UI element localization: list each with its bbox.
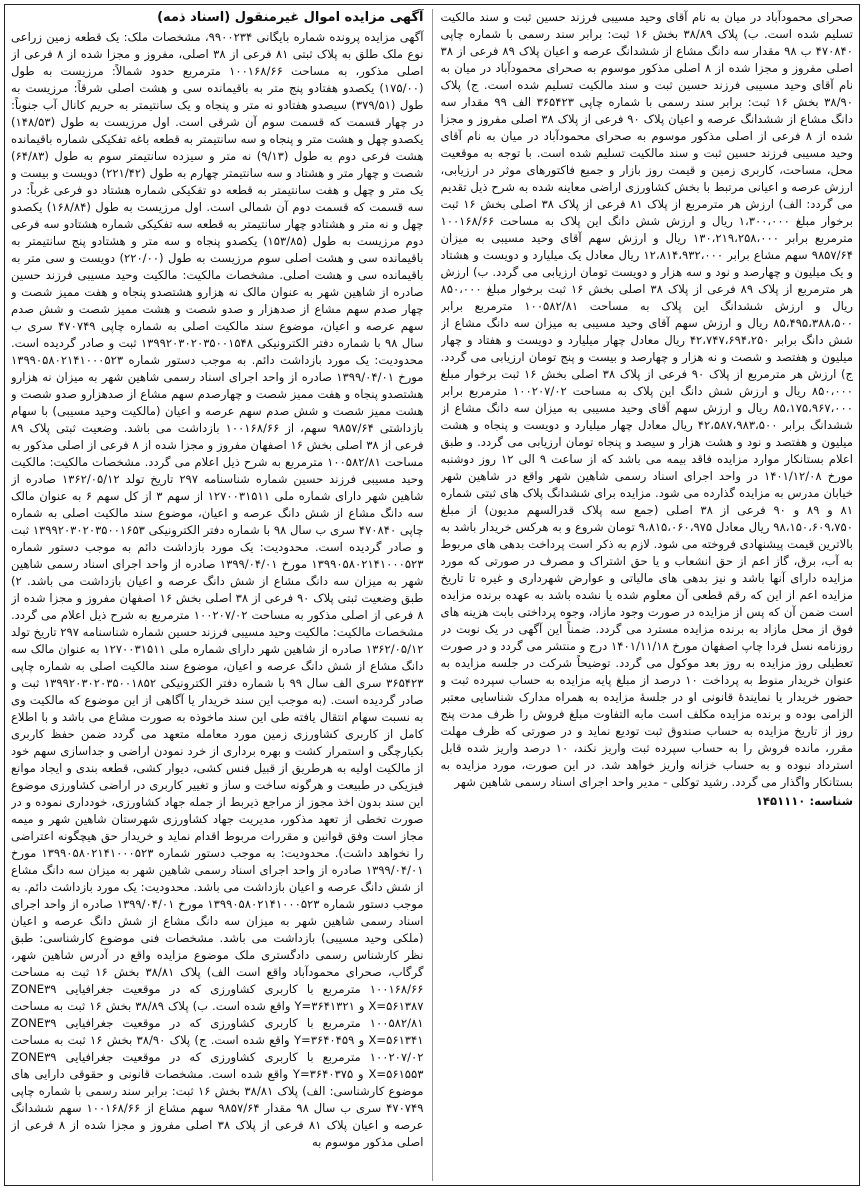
notice-id [441,793,854,810]
notice-page [4,4,860,1186]
notice-title: آگهی مزایده اموال غیرمنقول (اسناد ذمه) [157,10,424,25]
notice-left-column [441,9,854,1181]
column-divider [432,9,433,1181]
notice-id-value: ۱۴۵۱۱۱۰ [755,794,806,808]
notice-right-column [11,9,424,1181]
notice-id-label: شناسه: [809,794,853,808]
notice-body-left: صحرای محمودآباد در میان به نام آقای وحید مسیبی فرزند حسین ثبت و سند مالکیت تسلیم شده است. ب) پلاک ۳۸/۸۹ بخش ۱۶ ثبت: برابر سند رسمی با شماره چاپی ۴۷۰۸۴۰ ب ۹۸ مقدار سه دانگ مشاع از ششدانگ عرصه و اعیان پلاک ۸۹ فرعی از ۳۸ اصلی مفروز و مجزا شده از ۸ اصلی مذکور موسوم به صحرای محمودآباد در میان به نام آقای وحید مسیبی فرزند حسین ثبت و سند مالکیت تسلیم شده است. ج) پلاک ۳۸/۹۰ بخش ۱۶ ثبت: برابر سند رسمی با شماره چاپی ۳۶۵۴۲۳ الف ۹۹ مقدار سه دانگ مشاع از ششدانگ عرصه و اعیان پلاک ۹۰ فرعی از پلاک ۳۸ اصلی مفروز و مجزا شده از ۸ فرعی از اصلی مذکور موسوم به صحرای محمودآباد در میان به نام آقای وحید مسیبی فرزند حسین ثبت و سند مالکیت تسلیم شده است. با توجه به موقعیت محل، مساحت، کاربری زمین و قیمت روز بازار و جمیع فاکتورهای موثر در ارزیابی، ارزش عرصه و اعیانی مرتبط با بخش کشاورزی اراضی معاینه شده به شرح ذیل تقدیم می گردد: الف) ارزش هر مترمربع از پلاک ۸۱ فرعی از پلاک ۳۸ اصلی بخش ۱۶ ثبت برخوار مبلغ ۱،۳۰۰،۰۰۰ ریال و ارزش شش دانگ این پلاک به مساحت ۱۰۰۱۶۸/۶۶ مترمربع برابر ۱۳۰،۲۱۹،۲۵۸،۰۰۰ ریال و ارزش سهم آقای وحید مسیبی به میزان ۹۸۵۷/۶۴ سهم مشاع برابر ۱۲،۸۱۴،۹۳۲،۰۰۰ ریال معادل یک میلیارد و دویست و هشتاد و یک میلیون و چهارصد و نود و سه هزار و دویست تومان ارزیابی می گردد. ب) ارزش هر مترمربع از پلاک ۸۹ فرعی از پلاک ۳۸ اصلی بخش ۱۶ ثبت برخوار مبلغ ۸۵۰،۰۰۰ ریال و ارزش ششدانگ این پلاک به مساحت ۱۰۰۵۸۲/۸۱ مترمربع برابر ۸۵،۴۹۵،۳۸۸،۵۰۰ ریال و ارزش سهم آقای وحید مسیبی به میزان سه دانگ مشاع از شش دانگ برابر ۴۲،۷۴۷،۶۹۴،۲۵۰ ریال معادل چهار میلیارد و دویست و هفتاد و چهار میلیون و هفتصد و شصت و نه هزار و چهارصد و بیست و پنج تومان ارزیابی می گردد. ج) ارزش هر مترمربع از پلاک ۹۰ فرعی از پلاک ۳۸ اصلی بخش ۱۶ ثبت برخوار مبلغ ۸۵۰،۰۰۰ ریال و ارزش شش دانگ این پلاک به مساحت ۱۰۰۲۰۷/۰۲ مترمربع برابر ۸۵،۱۷۵،۹۶۷،۰۰۰ ریال و ارزش سهم آقای وحید مسیبی به میزان سه دانگ مشاع از ششدانگ برابر ۴۲،۵۸۷،۹۸۳،۵۰۰ ریال معادل چهار میلیارد و دویست و پنجاه و هشت میلیون و هفتصد و نود و هشت هزار و سیصد و پنجاه تومان ارزیابی می گردد. و طبق اعلام بستانکار موارد مزایده فاقد بیمه می باشد که از ساعت ۹ الی ۱۲ روز دوشنبه مورخ ۱۴۰۱/۱۲/۰۸ در واحد اجرای اسناد رسمی شاهین شهر واقع در شاهین شهر خیابان مدرس به مزایده گذارده می شود. مزایده برای ششدانگ پلاک های ثبتی شماره ۸۱ و ۸۹ و ۹۰ فرعی از ۳۸ اصلی (جمع سه پلاک قدرالسهم مدیون) از مبلغ ۹۸،۱۵۰،۶۰۹،۷۵۰ ریال معادل ۹،۸۱۵،۰۶۰،۹۷۵ تومان شروع و به هرکس خریدار باشد به بالاترین قیمت پیشنهادی فروخته می شود. لازم به ذکر است پرداخت بدهی های مربوط به آب، برق، گاز اعم از حق انشعاب و یا حق اشتراک و مصرف در صورتی که مورد مزایده دارای آنها باشد و نیز بدهی های مالیاتی و عوارض شهرداری و غیره تا تاریخ مزایده اعم از این که رقم قطعی آن معلوم شده یا نشده باشد به عهده برنده مزایده است ضمن آن که پس از مزایده در صورت وجود مازاد، وجوه پرداختی بابت هزینه های فوق از محل مازاد به برنده مزایده مسترد می گردد. ضمناً این آگهی در یک نوبت در روزنامه نسل فردا چاپ اصفهان مورخ ۱۴۰۱/۱۱/۱۸ درج و منتشر می گردد و در صورت تعطیلی روز مزایده به روز بعد موکول می گردد. توضیحاً شرکت در جلسه مزایده به عنوان خریدار منوط به پرداخت ۱۰ درصد از مبلغ پایه مزایده به حساب سپرده ثبت و حضور خریدار یا نمایندهٔ قانونی او در جلسهٔ مزایده به همراه مدارک شناسایی معتبر الزامی بوده و برنده مزایده مکلف است مابه التفاوت مبلغ فروش را ظرف مدت پنج روز از تاریخ مزایده به حساب صندوق ثبت تودیع نماید و در صورتی که ظرف مهلت مقرر، مانده فروش را به حساب سپرده ثبت واریز نکند، ۱۰ درصد واریز شده قابل استرداد نبوده و به حساب خزانه واریز خواهد شد. در این صورت، مورد مزایده به بستانکار واگذار می گردد. رشید توکلی - مدیر واحد اجرای اسناد رسمی شاهین شهر [440,10,853,789]
notice-body-right: آگهی مزایده پرونده شماره بایگانی ۹۹۰۰۲۳۴، مشخصات ملک: یک قطعه زمین زراعی نوع ملک طلق به پلاک ثبتی ۸۱ فرعی از ۳۸ اصلی، مفروز و مجزا شده از ۸ فرعی از اصلی مذکور، به مساحت ۱۰۰۱۶۸/۶۶ مترمربع حدود شمالاً: مرزیست به طول (۱۷۵/۰۰) یکصدو هفتادو پنج متر به باقیمانده سی و هشت اصلی شرقاً: مرزیست به طول (۳۷۹/۵۱) سیصدو هفتادو نه متر و پنجاه و یک سانتیمتر به حریم کانال آب جنوباً: در چهار قسمت که قسمت سوم آن شرقی است. اول مرزیست به طول (۱۴۸/۵۳) یکصدو چهل و هشت متر و پنجاه و سه سانتیمتر به قطعه باغه تفکیکی شماره باقیمانده هشت فرعی دوم به طول (۹/۱۳) نه متر و سیزده سانتیمتر سوم به طول (۶۴/۸۳) شصت و چهار متر و هشتاد و سه سانتیمتر چهارم به طول (۲۲۱/۴۲) دویست و بیست و یک متر و چهل و هفت سانتیمتر به قطعه دو تفکیکی شماره هشتاد دو فرعی غرباً: در سه قسمت که قسمت دوم آن شمالی است. اول مرزیست به طول (۱۶۸/۸۴) یکصدو چهل و نه متر و هشتادو چهار سانتیمتر به قطعه سه تفکیکی شماره هشتادو سه فرعی دوم مرزیست به طول (۱۵۳/۸۵) یکصدو پنجاه و سه متر و هشتادو پنج سانتیمتر به باقیمانده سی و هشت اصلی سوم مرزیست به طول (۲۲۰/۰۰) دویست و سی متر به باقیمانده سی و هشت اصلی. مشخصات مالکیت: مالکیت وحید مسیبی فرزند حسین صادره از شاهین شهر به عنوان مالک نه هزارو هشتصدو پنجاه و هفت ممیز شصت و چهار صدم سهم مشاع از صدهزار و صدو شصت و هشت ممیز شصت و شش صدم سهم عرصه و اعیان، موضوع سند مالکیت اصلی به شماره چاپی ۴۷۰۷۴۹ سری ب سال ۹۸ با شماره دفتر الکترونیکی ۱۳۹۹۲۰۳۰۲۰۳۵۰۰۱۵۴۸ ثبت و صادر گردیده است. محدودیت: یک مورد بازداشت دائم. به موجب دستور شماره ۱۳۹۹۰۵۸۰۲۱۴۱۰۰۰۵۲۳ مورخ ۱۳۹۹/۰۴/۰۱ صادره از واحد اجرای اسناد رسمی شاهین شهر به میزان نه هزارو هشتصدو پنجاه و هفت ممیز شصت و چهارصدم سهم مشاع از صدهزارو صدو شصت و هشت ممیز شصت و شش صدم سهم عرصه و اعیان (مالکیت وحید مسیبی) با سهام بازداشتی ۹۸۵۷/۶۴ سهم، از ۱۰۰۱۶۸/۶۶ بازداشت می باشد. وضعیت ثبتی پلاک ۸۹ فرعی از ۳۸ اصلی بخش ۱۶ اصفهان مفروز و مجزا شده از ۸ فرعی از اصلی مذکور به مساحت ۱۰۰۵۸۲/۸۱ مترمربع به شرح ذیل اعلام می گردد. مشخصات مالکیت: مالکیت وحید مسیبی فرزند حسین شماره شناسنامه ۲۹۷ تاریخ تولد ۱۳۶۲/۰۵/۱۲ صادره از شاهین شهر دارای شماره ملی ۱۲۷۰۰۳۱۵۱۱ از سهم ۳ از کل سهم ۶ به عنوان مالک سه دانگ مشاع از شش دانگ عرصه و اعیان، موضوع سند مالکیت اصلی به شماره چاپی ۴۷۰۸۴۰ سری ب سال ۹۸ با شماره دفتر الکترونیکی ۱۳۹۹۲۰۳۰۲۰۳۵۰۰۱۶۵۳ ثبت و صادر گردیده است. محدودیت: یک مورد بازداشت دائم به موجب دستور شماره ۱۳۹۹۰۵۸۰۲۱۴۱۰۰۰۵۲۳ مورخ ۱۳۹۹/۰۴/۰۱ صادره از واحد اجرای اسناد رسمی شاهین شهر به میزان سه دانگ مشاع از شش دانگ عرصه و اعیان بازداشت می باشد. ۲) طبق وضعیت ثبتی پلاک ۹۰ فرعی از ۳۸ اصلی بخش ۱۶ اصفهان مفروز و مجزا شده از ۸ فرعی از اصلی مذکور به مساحت ۱۰۰۲۰۷/۰۲ مترمربع به شرح ذیل اعلام می گردد. مشخصات مالکیت: مالکیت وحید مسیبی فرزند حسین شماره شناسنامه ۲۹۷ تاریخ تولد ۱۳۶۲/۰۵/۱۲ صادره از شاهین شهر دارای شماره ملی ۱۲۷۰۰۳۱۵۱۱ به عنوان مالک سه دانگ مشاع از شش دانگ عرصه و اعیان، موضوع سند مالکیت اصلی به شماره چاپی ۳۶۵۴۲۳ سری الف سال ۹۹ با شماره دفتر الکترونیکی ۱۳۹۹۲۰۳۰۲۰۳۵۰۰۱۸۵۲ ثبت و صادر گردیده است. (به موجب این سند خریدار یا آگاهی از این موضوع که مالکیت وی به نسبت سهام انتقال یافته طی این سند ماخوذه به صورت مشاع می باشد و با اطلاع کامل از کاربری کشاورزی زمین مورد معامله متعهد می گردد ضمن حفظ کاربری بکیارچگی و استمرار کشت و بهره برداری از خرد نمودن اراضی و جداسازی سهم خود از مالکیت اولیه به هرطریق از قبیل فنس کشی، دیوار کشی، قطعه بندی و ایجاد موانع فیزیکی در طبیعت و هرگونه ساخت و ساز و تغییر کاربری در اراضی کشاورزی موضوع این سند بدون اخذ مجوز از مراجع ذیربط از جمله جهاد کشاورزی، خودداری نموده و در صورت تخطی از تعهد مذکور، مدیریت جهاد کشاورزی شهرستان شاهین شهر و میمه مجاز است وفق قوانین و مقررات مربوط اقدام نماید و خریدار حق هیچگونه اعتراضی را نخواهد داشت). محدودیت: به موجب دستور شماره ۱۳۹۹۰۵۸۰۲۱۴۱۰۰۰۵۲۳ مورخ ۱۳۹۹/۰۴/۰۱ صادره از واحد اجرای اسناد رسمی شاهین شهر به میزان سه دانگ مشاع از شش دانگ عرصه و اعیان بازداشت می باشد. محدودیت: یک مورد بازداشت دائم. به موجب دستور شماره ۱۳۹۹۰۵۸۰۲۱۴۱۰۰۰۵۲۳ مورخ ۱۳۹۹/۰۴/۰۱ صادره از واحد اجرای اسناد رسمی شاهین شهر به میزان سه دانگ مشاع از شش دانگ عرصه و اعیان (ملکی وحید مسیبی) بازداشت می باشد. مشخصات فنی موضوع کارشناسی: طبق نظر کارشناس رسمی دادگستری ملک موضوع مزایده واقع در آدرس شاهین شهر، گرگاب، صحرای محمودآباد واقع است الف) پلاک ۳۸/۸۱ بخش ۱۶ ثبت به مساحت ۱۰۰۱۶۸/۶۶ مترمربع با کاربری کشاورزی که در موقعیت جغرافیایی ZONE۳۹ X=۵۶۱۳۸۷ و Y=۳۶۴۱۳۲۱ واقع شده است. ب) پلاک ۳۸/۸۹ بخش ۱۶ ثبت به مساحت ۱۰۰۵۸۲/۸۱ مترمربع با کاربری کشاورزی که در موقعیت جغرافیایی ZONE۳۹ X=۵۶۱۳۴۱ و Y=۳۶۴۰۴۵۹ واقع شده است. ج) پلاک ۳۸/۹۰ بخش ۱۶ ثبت به مساحت ۱۰۰۲۰۷/۰۲ مترمربع با کاربری کشاورزی که در موقعیت جغرافیایی ZONE۳۹ X=۵۶۱۵۵۳ و Y=۳۶۴۰۳۷۵ واقع شده است. مشخصات قانونی و حقوقی دارایی های موضوع کارشناسی: الف) پلاک ۳۸/۸۱ بخش ۱۶ ثبت: برابر سند رسمی با شماره چاپی ۴۷۰۷۴۹ سری ب سال ۹۸ مقدار ۹۸۵۷/۶۴ سهم مشاع از ۱۰۰۱۶۸/۶۶ سهم ششدانگ عرصه و اعیان پلاک ۸۱ فرعی از پلاک ۳۸ اصلی مفروز و مجزا شده از ۸ فرعی از اصلی مذکور موسوم به [11,30,424,1149]
